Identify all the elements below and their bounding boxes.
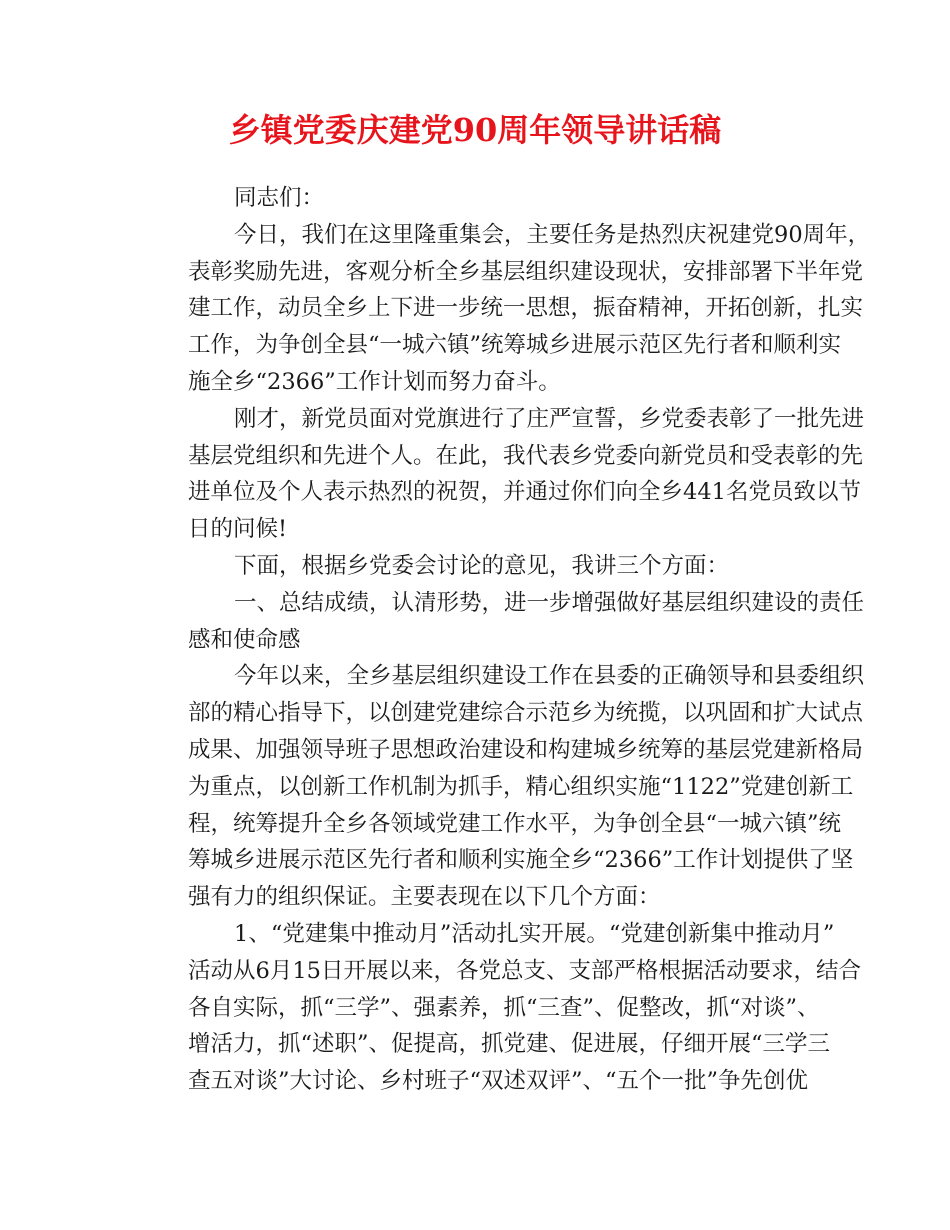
- text-line: 基层党组织和先进个人。在此，我代表乡党委向新党员和受表彰的先: [188, 442, 864, 469]
- text-line: 筹城乡进展示范区先行者和顺利实施全乡“2366”工作计划提供了坚: [188, 847, 854, 874]
- text-line: 日的问候!: [188, 516, 288, 543]
- text-line: 同志们：: [234, 185, 325, 211]
- text-line: 强有力的组织保证。主要表现在以下几个方面：: [188, 884, 661, 911]
- paragraph-outline: [142, 548, 806, 585]
- paragraph-summary: [142, 658, 865, 916]
- text-line: 下面，根据乡党委会讨论的意见，我讲三个方面：: [234, 552, 730, 579]
- text-line: 增活力，抓“述职”、促提高，抓党建、促进展，仔细开展“三学三: [188, 1031, 831, 1058]
- document-body: [142, 180, 871, 1100]
- text-line: 建工作，动员全乡上下进一步统一思想，振奋精神，开拓创新，扎实: [188, 295, 864, 322]
- text-line: 表彰奖励先进，客观分析全乡基层组织建设现状，安排部署下半年党: [188, 258, 864, 285]
- document-title: 乡镇党委庆建党90周年领导讲话稿: [228, 111, 722, 149]
- text-line: 部的精心指导下，以创建党建综合示范乡为统揽，以巩固和扩大试点: [188, 700, 864, 727]
- text-line: 查五对谈”大讨论、乡村班子“双述双评”、“五个一批”争先创优: [188, 1068, 809, 1095]
- text-line: 1、“党建集中推动月”活动扎实开展。“党建创新集中推动月”: [234, 920, 835, 947]
- text-line: 为重点，以创新工作机制为抓手，精心组织实施“1122”党建创新工: [188, 773, 854, 800]
- text-line: 工作，为争创全县“一城六镇”统筹城乡进展示范区先行者和顺利实: [188, 332, 842, 359]
- paragraph-greeting: [142, 180, 806, 217]
- text-line: 今日，我们在这里隆重集会，主要任务是热烈庆祝建党90周年，: [234, 221, 871, 248]
- text-line: 进单位及个人表示热烈的祝贺，并通过你们向全乡441名党员致以节: [188, 479, 861, 506]
- text-line: 刚才，新党员面对党旗进行了庄严宣誓，乡党委表彰了一批先进: [234, 405, 865, 432]
- paragraph-item-1: [142, 916, 861, 1100]
- text-line: 一、总结成绩，认清形势，进一步增强做好基层组织建设的责任: [234, 589, 865, 616]
- text-line: 施全乡“2366”工作计划而努力奋斗。: [188, 368, 561, 395]
- paragraph-opening: [142, 217, 871, 401]
- text-line: 今年以来，全乡基层组织建设工作在县委的正确领导和县委组织: [234, 663, 865, 690]
- section-heading-1: [142, 585, 865, 659]
- paragraph-ceremony: [142, 401, 865, 548]
- text-line: 成果、加强领导班子思想政治建设和构建城乡统筹的基层党建新格局: [188, 736, 864, 763]
- text-line: 各自实际，抓“三学”、强素养，抓“三查”、促整改，抓“对谈”、: [188, 994, 820, 1021]
- text-line: 程，统筹提升全乡各领域党建工作水平，为争创全县“一城六镇”统: [188, 810, 842, 837]
- text-line: 感和使命感: [188, 626, 301, 653]
- text-line: 活动从6月15日开展以来，各党总支、支部严格根据活动要求，结合: [188, 957, 861, 984]
